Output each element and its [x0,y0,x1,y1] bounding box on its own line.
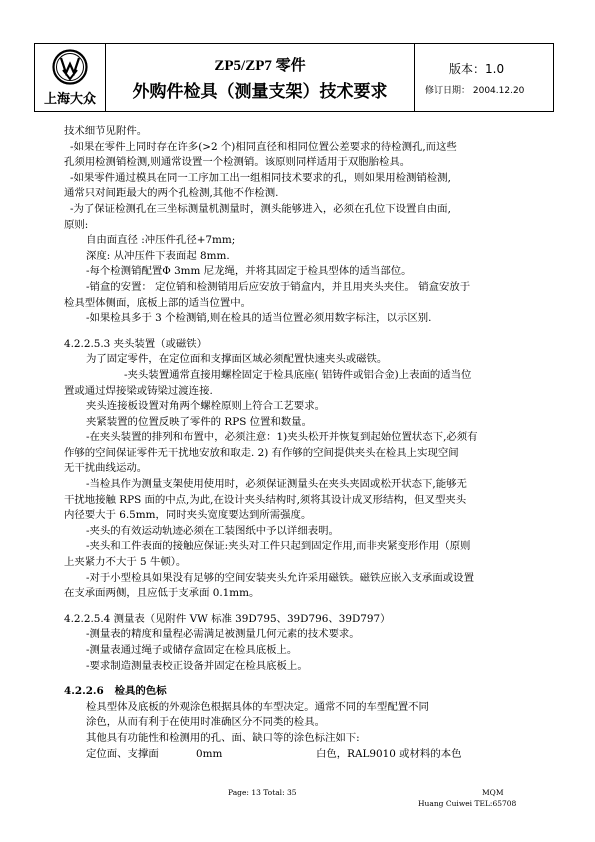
version-label: 版本：1.0 [449,61,505,76]
paragraph: 检具型体侧面，底板上部的适当位置中。 [64,296,252,309]
paragraph: -销盒的安置： 定位销和检测销用后应安放于销盒内，并且用夹头夹住。 销盒安放于 [86,280,471,293]
paragraph: -测量表通过绳子或储存盒固定在检具底板上。 [86,644,298,656]
paragraph: 检具型体及底板的外观涂色根据具体的车型决定。通常不同的车型配置不同 [86,700,429,713]
color-spec-row [64,747,534,763]
paragraph: -如果检具多于 3 个检测销,则在检具的适当位置必须用数字标注，以示区别. [86,312,432,325]
doc-title-line1: ZP5/ZP7 零件 [214,57,306,74]
document-header [34,43,554,112]
color-spec-size: 0mm [196,747,223,760]
paragraph: 孔须用检测销检测,则通常设置一个检测销。该原则同样适用于双胞胎检具。 [64,156,411,169]
paragraph: 为了固定零件，在定位面和支撑面区域必须配置快速夹头或磁铁。 [86,353,388,366]
document-body [64,124,534,762]
paragraph: 无干扰曲线运动。 [64,462,148,475]
section-heading: 4.2.2.5.3 夹头装置（或磁铁） [64,337,208,350]
paragraph: 其他具有功能性和检测用的孔、面、缺口等的涂色标注如下: [86,731,360,744]
paragraph: -为了保证检测孔在三坐标测量机测量时，测头能够进入，必须在孔位下设置自由面, [70,202,451,215]
paragraph: -夹头的有效运动轨迹必须在工装图纸中予以详细表明。 [86,524,339,537]
paragraph: 置或通过焊接梁或铸梁过渡连接. [64,384,213,397]
color-spec-label: 定位面、支撑面 [86,747,159,760]
paragraph: 内径要大于 6.5mm，同时夹头宽度要达到所需强度。 [64,509,312,522]
paragraph: 干扰地接触 RPS 面的中点,为此,在设计夹头结构时,须将其设计成叉形结构，但叉型夹头 [64,493,467,506]
paragraph: 作够的空间保证零件无干扰地安放和取走. 2) 有作够的空间提供夹头在检具上实现空间 [64,446,459,459]
paragraph: -如果零件通过模具在同一工序加工出一组相同技术要求的孔，则如果用检测销检测, [70,171,451,184]
paragraph: 夹紧装置的位置反映了零件的 RPS 位置和数量。 [86,415,312,428]
color-spec-color: 白色，RAL9010 或材料的本色 [316,747,462,760]
section-heading: 4.2.2.5.4 测量表（见附件 VW 标准 39D795、39D796、39D797） [64,612,391,625]
paragraph: 通常只对间距最大的两个孔检测,其他不作检测. [64,187,279,200]
section-title: 检具的色标 [114,685,167,698]
department: MQM [482,788,504,797]
paragraph: -夹头装置通常直接用螺栓固定于检具底座( 铝铸件或铝合金)上表面的适当位 [124,368,472,381]
revision-date: 修订日期： 2004.12.20 [425,85,525,96]
author-contact: Huang Cuiwei TEL:65708 [418,799,517,808]
paragraph: -当检具作为测量支架使用使用时，必须保证测量头在夹头夹固或松开状态下,能够无 [86,478,467,491]
paragraph: -对于小型检具如果没有足够的空间安装夹头允许采用磁铁。磁铁应嵌入支承面或设置 [86,571,474,584]
section-number: 4.2.2.6 [64,685,104,698]
company-name: 上海大众 [43,91,96,107]
logo-cell [35,44,106,111]
title-cell [106,44,415,111]
paragraph: -在夹头装置的排列和布置中，必须注意：1)夹头松开并恢复到起始位置状态下,必须有 [86,431,478,444]
paragraph: -如果在零件上同时存在许多(>2 个)相同直径和相同位置公差要求的待检测孔,而这些 [70,140,457,153]
paragraph: -夹头和工件表面的接触应保证:夹头对工件只起到固定作用,而非夹紧变形作用（原则 [86,540,471,553]
paragraph: 上夹紧力不大于 5 牛顿）。 [64,556,187,569]
section-heading [64,684,534,700]
paragraph: -每个检测销配置Φ 3mm 尼龙绳，并将其固定于检具型体的适当部位。 [86,265,412,278]
page-number: Page: 13 Total: 35 [228,788,297,797]
paragraph: -要求制造测量表校正设备并固定在检具底板上。 [86,659,308,672]
paragraph: 夹头连接板设置对角两个螺栓原则上符合工艺要求。 [86,400,325,413]
vw-logo-icon [52,49,88,85]
paragraph: 在支承面两侧，且应低于支承面 0.1mm。 [64,587,260,600]
paragraph: 自由面直径 :冲压件孔径+7mm; [86,234,236,247]
paragraph: 原则: [64,218,89,231]
paragraph: 涂色，从而有利于在使用时准确区分不同类的检具。 [86,716,325,729]
paragraph: -测量表的精度和量程必需满足被测量几何元素的技术要求。 [86,628,360,641]
paragraph: 技术细节见附件。 [64,125,148,137]
version-cell [415,44,553,111]
doc-title-line2: 外购件检具（测量支架）技术要求 [132,81,388,102]
paragraph: 深度: 从冲压件下表面起 8mm. [86,249,230,262]
